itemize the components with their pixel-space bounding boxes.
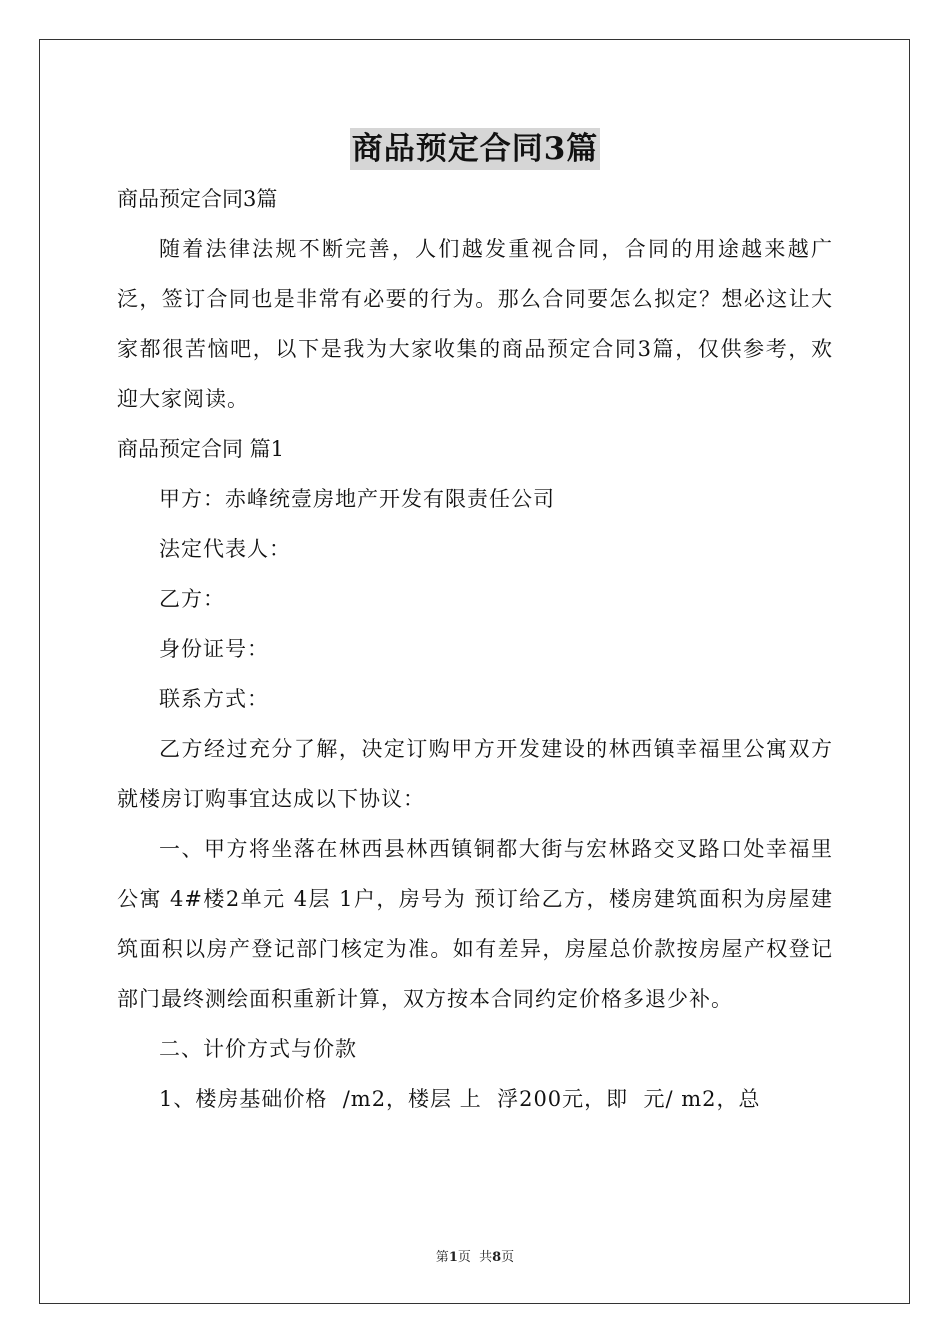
party-b-line: 乙方： <box>159 587 225 611</box>
intro-paragraph: 随着法律法规不断完善，人们越发重视合同，合同的用途越来越广泛，签订合同也是非常有必要的行为。那么合同要怎么拟定？想必这让大家都很苦恼吧，以下是我为大家收集的商品预定合同3篇，仅供参考，欢迎大家阅读。 <box>117 237 833 411</box>
page-label-prefix: 第 <box>435 1250 449 1265</box>
title-wrap <box>0 128 950 170</box>
clause-2-item-1: 1、楼房基础价格 /m2，楼层 上 浮200元，即 元/ m2，总 <box>159 1087 761 1111</box>
total-page-number: 8 <box>492 1250 502 1265</box>
page-label-suffix: 页 <box>501 1250 515 1265</box>
clause-2-heading: 二、计价方式与价款 <box>159 1037 357 1061</box>
party-a-line: 甲方：赤峰统壹房地产开发有限责任公司 <box>159 487 555 511</box>
id-number-line: 身份证号： <box>159 637 269 661</box>
agreement-intro-paragraph: 乙方经过充分了解，决定订购甲方开发建设的林西镇幸福里公寓双方就楼房订购事宜达成以下协议： <box>117 737 833 811</box>
clause-1-paragraph: 一、甲方将坐落在林西县林西镇铜都大街与宏林路交叉路口处幸福里公寓 4#楼2单元 4层 1户，房号为 预订给乙方，楼房建筑面积为房屋建筑面积以房产登记部门核定为准。如有差异，房屋总价款按房屋产权登记部门最终测绘面积重新计算，双方按本合同约定价格多退少补。 <box>117 837 833 1011</box>
document-title: 商品预定合同3篇 <box>350 128 601 170</box>
page-footer <box>0 1246 950 1265</box>
legal-representative-line: 法定代表人： <box>159 537 291 561</box>
document-subtitle: 商品预定合同3篇 <box>117 187 278 211</box>
document-body <box>117 180 833 1124</box>
current-page-number: 1 <box>448 1250 458 1265</box>
contact-line: 联系方式： <box>159 687 269 711</box>
page-label-mid: 页 共 <box>457 1250 493 1265</box>
section-heading: 商品预定合同 篇1 <box>117 437 285 461</box>
